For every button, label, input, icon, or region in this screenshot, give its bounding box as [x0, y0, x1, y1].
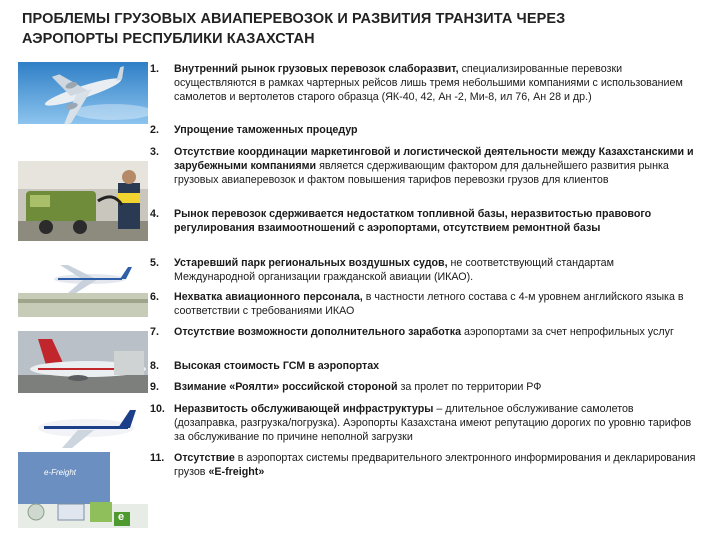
list-item [150, 256, 696, 284]
list-item [150, 380, 696, 394]
item-number: 11. [150, 452, 165, 464]
item-number: 3. [150, 146, 159, 158]
item-number: 9. [150, 381, 159, 393]
efreight-caption: e-Freight [44, 468, 77, 477]
list-item [150, 402, 696, 445]
item-bold-text: Нехватка авиационного персонала, [174, 291, 363, 303]
item-bold-text: Взимание «Роялти» российской стороной [174, 381, 398, 393]
efreight-badge: e [118, 511, 125, 523]
item-bold-text: Упрощение таможенных процедур [174, 124, 358, 136]
list-item [150, 62, 696, 105]
title-line-1: ПРОБЛЕМЫ ГРУЗОВЫХ АВИАПЕРЕВОЗОК И РАЗВИТИЯ ТРАНЗИТА ЧЕРЕЗ [22, 11, 566, 27]
item-number: 5. [150, 257, 159, 269]
item-text: не соответствующий стандартам Международной организации гражданской авиации (ИКАО). [174, 257, 614, 284]
list-item [150, 325, 696, 339]
item-bold-text: Отсутствие [174, 452, 235, 464]
item-bold-text: Внутренний рынок грузовых перевозок слаборазвит, [174, 63, 459, 75]
item-number: 1. [150, 63, 159, 75]
item-text: за пролет по территории РФ [397, 381, 542, 393]
item-bold-text-efreight: «E-freight» [208, 466, 265, 479]
photo-airport-aircraft [18, 331, 148, 393]
photo-efreight-collage [18, 408, 148, 528]
item-text: – длительное обслуживание самолетов (дозаправка, разгрузка/погрузка). Аэропорты Казахстана имеют репутацию дорогих по уровню тарифов за обслуживание по причине неполной загрузки [174, 403, 692, 444]
item-number: 10. [150, 403, 165, 415]
photo-regional-plane [18, 259, 148, 317]
list-item [150, 123, 696, 137]
item-text: в частности летного состава с 4-м уровнем английского языка в соответствии с требованиями ИКАО [174, 291, 684, 318]
item-number: 4. [150, 208, 159, 220]
item-number: 8. [150, 360, 159, 372]
item-bold-text: Отсутствие возможности дополнительного заработка [174, 326, 462, 338]
list-item [150, 145, 696, 188]
item-bold-text: Отсутствие координации маркетинговой и логистической деятельности между Казахстанскими и зарубежными компаниями [174, 146, 694, 173]
item-number: 6. [150, 291, 159, 303]
list-item [150, 207, 696, 235]
item-text: является сдерживающим фактором для дальнейшего развития рынка грузовых авиаперевозок и фактом повышения тарифов перевозки грузов для клиентов [174, 160, 669, 187]
list-item [150, 359, 696, 373]
page-title [22, 9, 662, 49]
list-item [150, 451, 696, 479]
item-text: аэропортами за счет непрофильных услуг [461, 326, 674, 338]
photo-fuel-worker [18, 161, 148, 241]
item-bold-text: Рынок перевозок сдерживается недостатком топливной базы, неразвитостью правового регулирования взаимоотношений с аэропортами, отсутствием ремонтной базы [174, 208, 652, 235]
item-number: 2. [150, 124, 159, 136]
item-text: специализированные перевозки осуществляются в рамках чартерных рейсов лишь тремя небольшими компаниями с использованием самолетов и вертолетов старого образца (ЯК-40, 42, Ан -2, Ми-8, ил 76, Ан 28 и др.) [174, 63, 683, 104]
list-item [150, 290, 696, 318]
photo-airplane-sky [18, 62, 148, 124]
item-bold-text: Высокая стоимость ГСМ в аэропортах [174, 360, 380, 372]
item-bold-text: Неразвитость обслуживающей инфраструктуры [174, 403, 434, 415]
item-bold-text: Устаревший парк региональных воздушных судов, [174, 257, 448, 269]
item-number: 7. [150, 326, 159, 338]
item-text: в аэропортах системы предварительного электронного информирования и декларирования грузов [174, 452, 696, 479]
title-line-2: АЭРОПОРТЫ РЕСПУБЛИКИ КАЗАХСТАН [22, 31, 315, 47]
